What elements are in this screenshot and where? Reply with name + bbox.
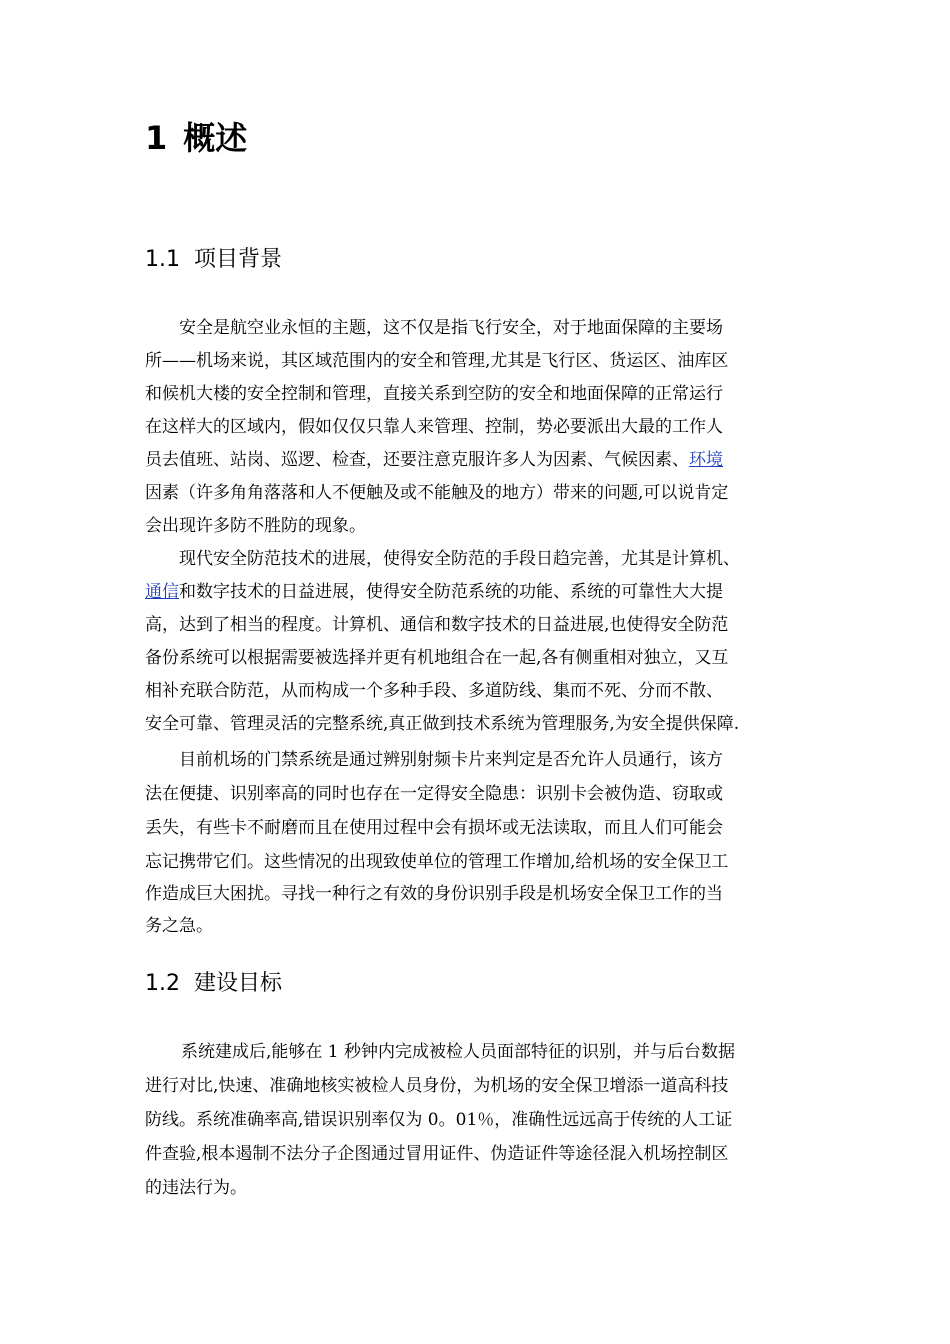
paragraph-line: 目前机场的门禁系统是通过辨别射频卡片来判定是否允许人员通行，该方 <box>179 750 723 770</box>
paragraph-line: 防线。系统准确率高,错误识别率仅为 0。01％，准确性远远高于传统的人工证 <box>145 1110 733 1130</box>
paragraph-text: 和数字技术的日益进展，使得安全防范系统的功能、系统的可靠性大大提 <box>179 582 723 602</box>
chapter-heading <box>145 112 247 164</box>
paragraph-line: 因素（许多角角落落和人不便触及或不能触及的地方）带来的问题,可以说肯定 <box>145 483 729 503</box>
paragraph-line: 备份系统可以根据需要被选择并更有机地组合在一起,各有侧重相对独立，又互 <box>145 648 729 668</box>
paragraph-line: 相补充联合防范，从而构成一个多种手段、多道防线、集而不死、分而不散、 <box>145 681 723 701</box>
section-title: 项目背景 <box>194 247 283 272</box>
paragraph-line: 高，达到了相当的程度。计算机、通信和数字技术的日益进展,也使得安全防范 <box>145 615 729 635</box>
paragraph-line: 系统建成后,能够在 1 秒钟内完成被检人员面部特征的识别，并与后台数据 <box>181 1042 736 1062</box>
paragraph-text: 员去值班、站岗、巡逻、检查，还要注意克服许多人为因素、气候因素、 <box>145 450 689 470</box>
section-title: 建设目标 <box>194 971 283 996</box>
paragraph-line: 会出现许多防不胜防的现象。 <box>145 516 366 536</box>
section-number: 1.2 <box>145 971 180 996</box>
paragraph-line: 所——机场来说，其区域范围内的安全和管理,尤其是飞行区、货运区、油库区 <box>145 351 729 371</box>
environment-link[interactable]: 环境 <box>689 450 723 470</box>
paragraph-line: 忘记携带它们。这些情况的出现致使单位的管理工作增加,给机场的安全保卫工 <box>145 852 729 872</box>
section-heading-1-1 <box>145 242 282 278</box>
paragraph-line: 现代安全防范技术的进展，使得安全防范的手段日趋完善，尤其是计算机、 <box>179 549 740 569</box>
paragraph-line: 丢失，有些卡不耐磨而且在使用过程中会有损坏或无法读取，而且人们可能会 <box>145 818 723 838</box>
paragraph-line: 在这样大的区域内，假如仅仅只靠人来管理、控制，势必要派出大最的工作人 <box>145 417 723 437</box>
paragraph-line: 安全可靠、管理灵活的完整系统,真正做到技术系统为管理服务,为安全提供保障. <box>145 714 740 734</box>
paragraph-line: 安全是航空业永恒的主题，这不仅是指飞行安全，对于地面保障的主要场 <box>179 318 723 338</box>
paragraph-line: 的违法行为。 <box>145 1178 247 1198</box>
chapter-number: 1 <box>145 119 168 157</box>
paragraph-line: 作造成巨大困扰。寻找一种行之有效的身份识别手段是机场安全保卫工作的当 <box>145 884 723 904</box>
section-heading-1-2 <box>145 966 282 1002</box>
paragraph-line: 务之急。 <box>145 916 213 936</box>
paragraph-line: 进行对比,快速、准确地核实被检人员身份，为机场的安全保卫增添一道高科技 <box>145 1076 729 1096</box>
paragraph-line: 法在便捷、识别率高的同时也存在一定得安全隐患：识别卡会被伪造、窃取或 <box>145 784 723 804</box>
section-number: 1.1 <box>145 247 180 272</box>
paragraph-line: 件查验,根本遏制不法分子企图通过冒用证件、伪造证件等途径混入机场控制区 <box>145 1144 729 1164</box>
paragraph-line <box>145 580 723 604</box>
paragraph-line <box>145 448 723 472</box>
chapter-title: 概述 <box>183 119 248 157</box>
communication-link[interactable]: 通信 <box>145 582 179 602</box>
paragraph-line: 和候机大楼的安全控制和管理，直接关系到空防的安全和地面保障的正常运行 <box>145 384 723 404</box>
